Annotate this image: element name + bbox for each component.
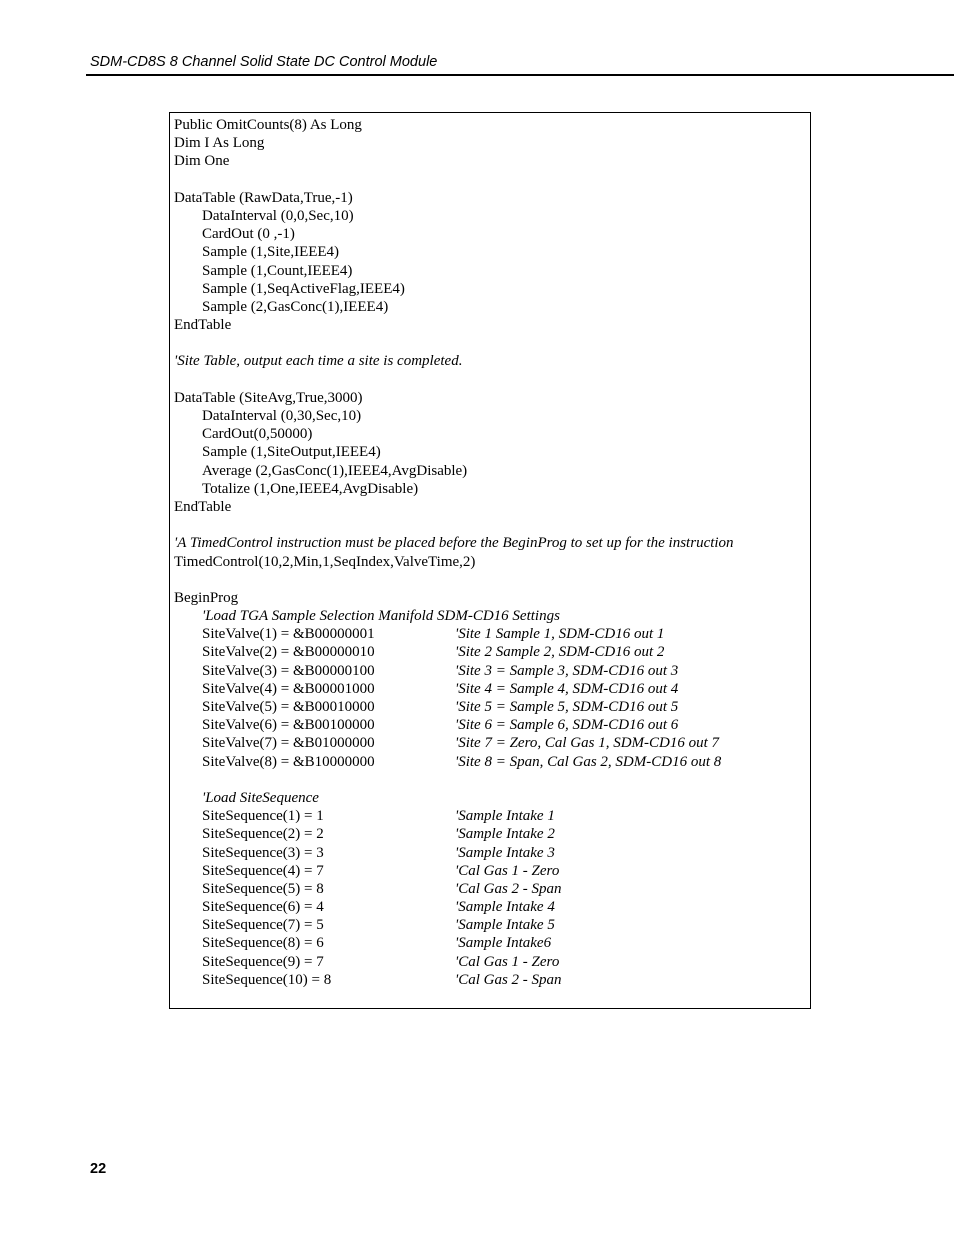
code-text: DataInterval (0,30,Sec,10)	[202, 408, 362, 424]
inline-comment: 'Sample Intake6	[455, 935, 552, 952]
code-text: CardOut(0,50000)	[202, 426, 313, 443]
code-line	[174, 607, 734, 625]
inline-comment: 'Sample Intake 1	[455, 808, 555, 825]
header-rule	[86, 74, 954, 76]
code-line	[174, 443, 734, 461]
code-text: Public OmitCounts(8) As Long	[174, 117, 362, 133]
code-line	[174, 571, 734, 589]
inline-comment: 'Site 6 = Sample 6, SDM-CD16 out 6	[455, 717, 679, 734]
code-line	[174, 789, 734, 807]
code-line	[174, 898, 734, 916]
code-text: Sample (1,Count,IEEE4)	[202, 262, 353, 279]
code-line	[174, 807, 734, 825]
code-line	[174, 207, 734, 225]
code-line	[174, 516, 734, 534]
code-text: Totalize (1,One,IEEE4,AvgDisable)	[202, 480, 419, 497]
code-line	[174, 262, 734, 280]
inline-comment: 'Site 4 = Sample 4, SDM-CD16 out 4	[455, 680, 679, 697]
code-line	[174, 862, 734, 880]
code-line	[174, 498, 734, 516]
inline-comment: 'Cal Gas 1 - Zero	[455, 953, 560, 970]
code-line	[174, 334, 734, 352]
code-text: SiteSequence(3) = 3	[202, 844, 324, 861]
code-comment: 'Load SiteSequence	[202, 789, 319, 806]
code-line	[174, 534, 734, 552]
code-text: SiteSequence(1) = 1	[202, 808, 324, 825]
code-line	[174, 643, 734, 661]
code-line	[174, 352, 734, 370]
code-line	[174, 680, 734, 698]
code-line	[174, 134, 734, 152]
code-line	[174, 407, 734, 425]
inline-comment: 'Sample Intake 4	[455, 899, 555, 916]
code-text: SiteValve(1) = &B00000001	[202, 626, 375, 643]
code-line	[174, 171, 734, 189]
code-line	[174, 480, 734, 498]
code-text: SiteSequence(9) = 7	[202, 953, 324, 970]
inline-comment: 'Site 3 = Sample 3, SDM-CD16 out 3	[455, 662, 679, 679]
code-text: SiteValve(7) = &B01000000	[202, 735, 375, 752]
inline-comment: 'Site 7 = Zero, Cal Gas 1, SDM-CD16 out 7	[455, 735, 720, 752]
code-line	[174, 389, 734, 407]
code-line	[174, 880, 734, 898]
code-line	[174, 771, 734, 789]
code-line	[174, 825, 734, 843]
inline-comment: 'Cal Gas 1 - Zero	[455, 862, 560, 879]
code-text: Dim One	[174, 153, 230, 170]
code-text: SiteSequence(8) = 6	[202, 935, 324, 952]
code-line	[174, 116, 734, 134]
code-text: SiteSequence(2) = 2	[202, 826, 324, 843]
code-line	[174, 316, 734, 334]
code-text: TimedControl(10,2,Min,1,SeqIndex,ValveTime,2)	[174, 553, 476, 570]
code-comment: 'A TimedControl instruction must be placed before the BeginProg to set up for the instruction	[174, 535, 734, 552]
code-text: Sample (1,Site,IEEE4)	[202, 244, 340, 261]
code-line	[174, 934, 734, 952]
page-number: 22	[90, 1161, 107, 1177]
code-line	[174, 280, 734, 298]
inline-comment: 'Sample Intake 5	[455, 917, 555, 934]
code-line	[174, 553, 734, 571]
inline-comment: 'Cal Gas 2 - Span	[455, 880, 562, 897]
code-text: SiteSequence(6) = 4	[202, 899, 324, 916]
code-line	[174, 698, 734, 716]
code-text: Dim I As Long	[174, 135, 265, 152]
running-header: SDM-CD8S 8 Channel Solid State DC Control Module	[90, 54, 438, 70]
code-text: SiteSequence(4) = 7	[202, 862, 324, 879]
code-line	[174, 152, 734, 170]
inline-comment: 'Sample Intake 3	[455, 844, 555, 861]
inline-comment: 'Sample Intake 2	[455, 826, 555, 843]
code-text: Sample (2,GasConc(1),IEEE4)	[202, 298, 389, 315]
code-text: SiteSequence(5) = 8	[202, 880, 324, 897]
code-line	[174, 971, 734, 989]
code-text: DataTable (RawData,True,-1)	[174, 189, 353, 206]
inline-comment: 'Site 1 Sample 1, SDM-CD16 out 1	[455, 626, 665, 643]
code-text: SiteSequence(7) = 5	[202, 917, 324, 934]
inline-comment: 'Site 8 = Span, Cal Gas 2, SDM-CD16 out 8	[455, 753, 722, 770]
code-line	[174, 625, 734, 643]
code-line	[174, 589, 734, 607]
code-line	[174, 243, 734, 261]
code-line	[174, 189, 734, 207]
code-line	[174, 716, 734, 734]
code-line	[174, 734, 734, 752]
code-text: SiteValve(6) = &B00100000	[202, 717, 375, 734]
code-text: BeginProg	[174, 589, 239, 606]
code-listing-box	[169, 112, 811, 1009]
code-text: EndTable	[174, 498, 232, 515]
code-text: CardOut (0 ,-1)	[202, 226, 295, 243]
code-comment: 'Load TGA Sample Selection Manifold SDM-CD16 Settings	[202, 608, 560, 625]
code-text: SiteValve(2) = &B00000010	[202, 644, 375, 661]
inline-comment: 'Cal Gas 2 - Span	[455, 971, 562, 988]
code-text: SiteValve(3) = &B00000100	[202, 662, 375, 679]
code-text: SiteValve(5) = &B00010000	[202, 699, 375, 715]
code-line	[174, 371, 734, 389]
code-text: DataInterval (0,0,Sec,10)	[202, 207, 354, 224]
inline-comment: 'Site 2 Sample 2, SDM-CD16 out 2	[455, 644, 665, 661]
code-line	[174, 916, 734, 934]
code-line	[174, 298, 734, 316]
code-line	[174, 953, 734, 971]
code-line	[174, 425, 734, 443]
code-text: SiteValve(8) = &B10000000	[202, 753, 375, 770]
code-text: SiteSequence(10) = 8	[202, 971, 332, 988]
code-text: Average (2,GasConc(1),IEEE4,AvgDisable)	[202, 462, 468, 479]
code-text: EndTable	[174, 317, 232, 334]
code-text: DataTable (SiteAvg,True,3000)	[174, 389, 363, 406]
code-comment: 'Site Table, output each time a site is completed.	[174, 353, 463, 370]
code-listing	[174, 116, 734, 989]
code-line	[174, 753, 734, 771]
code-line	[174, 462, 734, 480]
code-line	[174, 225, 734, 243]
code-line	[174, 662, 734, 680]
code-text: Sample (1,SeqActiveFlag,IEEE4)	[202, 280, 405, 297]
code-line	[174, 844, 734, 862]
inline-comment: 'Site 5 = Sample 5, SDM-CD16 out 5	[455, 699, 679, 715]
code-text: Sample (1,SiteOutput,IEEE4)	[202, 444, 381, 461]
code-text: SiteValve(4) = &B00001000	[202, 680, 375, 697]
